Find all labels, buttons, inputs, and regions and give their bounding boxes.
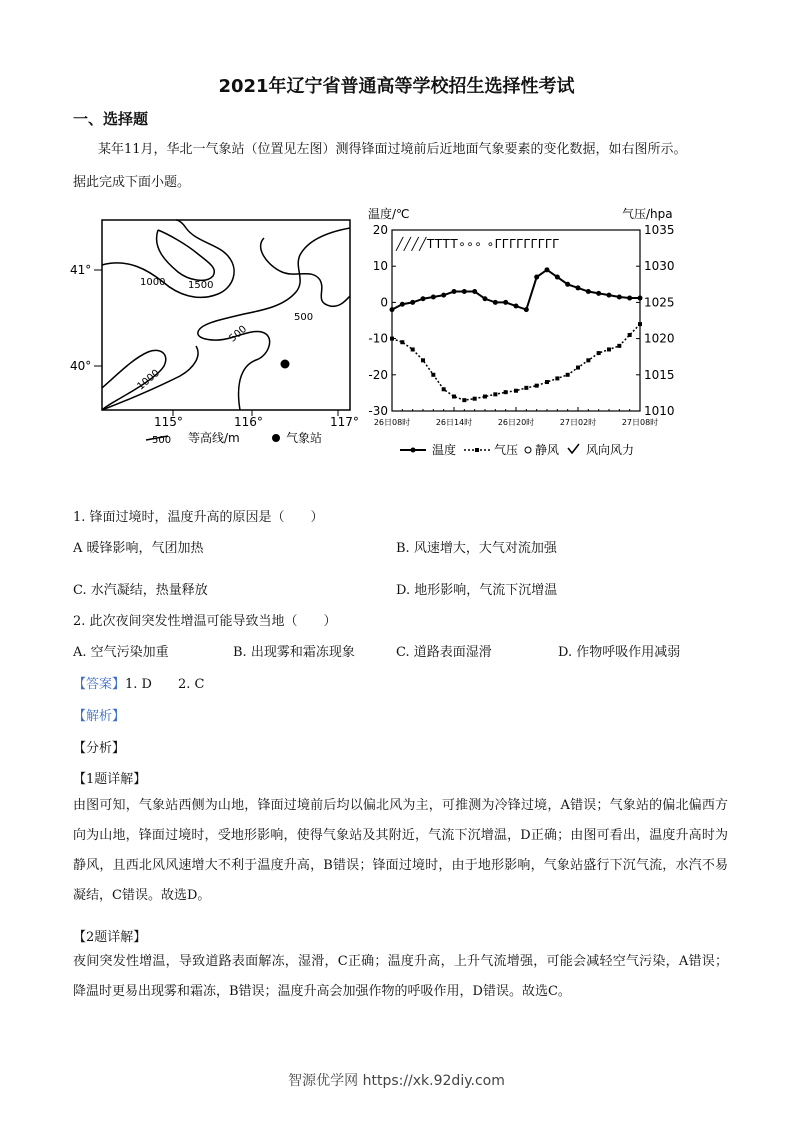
x-tick-label: 26日08时: [373, 418, 411, 427]
lon-label-117: 117°: [330, 415, 359, 429]
chart-legend: [400, 442, 634, 457]
right-tick-label: 1020: [644, 331, 675, 346]
pressure-point: [400, 340, 404, 344]
pressure-point: [576, 366, 580, 370]
pressure-point: [473, 397, 477, 401]
left-axis-label: 温度/℃: [368, 207, 410, 221]
contour-1000-north: [102, 220, 234, 297]
weather-chart: [360, 200, 700, 462]
temperature-point: [524, 307, 529, 312]
pressure-point: [411, 347, 415, 351]
contour-1500: [157, 230, 215, 280]
temperature-point: [514, 304, 519, 309]
lon-label-115: 115°: [154, 415, 183, 429]
pressure-point: [524, 386, 528, 390]
detail-1-tag: 【1题详解】: [73, 772, 147, 787]
contour-500-east: [198, 228, 350, 410]
temperature-point: [576, 285, 581, 290]
contour-label: 500: [227, 323, 249, 345]
temperature-point: [565, 282, 570, 287]
fenxi-tag: 【分析】: [73, 741, 126, 756]
pressure-point: [555, 376, 559, 380]
left-tick-label: -20: [368, 367, 388, 382]
x-tick-label: 27日02时: [559, 418, 597, 427]
pressure-point: [535, 384, 539, 388]
pressure-point: [638, 322, 642, 326]
contour-label: 1000: [140, 277, 166, 288]
temperature-point: [545, 267, 550, 272]
pressure-point: [628, 333, 632, 337]
answer-text: 1. D 2. C: [125, 677, 205, 692]
contour-label: 1500: [188, 280, 214, 291]
legend-contour-value: 500: [152, 435, 172, 446]
q2-option-b: B. 出现雾和霜冻现象: [233, 645, 355, 660]
q2-option-d: D. 作物呼吸作用减弱: [558, 645, 681, 660]
legend-pressure: 气压: [494, 443, 519, 457]
pressure-point: [452, 395, 456, 399]
legend-temp: 温度: [432, 443, 457, 457]
left-tick-label: -30: [368, 404, 388, 418]
right-tick-label: 1030: [644, 259, 675, 274]
right-tick-label: 1015: [644, 367, 675, 382]
temperature-point: [586, 289, 591, 294]
pressure-point: [462, 398, 466, 402]
page-title: 2021年辽宁省普通高等学校招生选择性考试: [218, 76, 575, 97]
left-tick-label: 0: [380, 295, 388, 310]
q1-option-c: C. 水汽凝结，热量释放: [73, 583, 208, 598]
lon-label-116: 116°: [234, 415, 263, 429]
pressure-point: [390, 337, 394, 341]
pressure-point: [566, 373, 570, 377]
lat-label-40: 40°: [70, 359, 92, 373]
q1-option-b: B. 风速增大，大气对流加强: [396, 541, 557, 556]
question-2-stem: 2. 此次夜间突发性增温可能导致当地（ ）: [73, 614, 337, 629]
right-tick-label: 1010: [644, 404, 675, 418]
right-axis-label: 气压/hpa: [622, 207, 673, 221]
q1-option-d: D. 地形影响，气流下沉增温: [396, 583, 558, 598]
temperature-point: [555, 275, 560, 280]
pressure-point: [442, 387, 446, 391]
q2-option-a: A. 空气污染加重: [73, 645, 169, 660]
answer-line: [73, 673, 204, 692]
temperature-point: [410, 300, 415, 305]
temperature-point: [617, 294, 622, 299]
x-tick-label: 26日14时: [435, 418, 473, 427]
right-tick-label: 1035: [644, 223, 675, 237]
temperature-point: [534, 275, 539, 280]
contour-label: 1000: [135, 367, 162, 393]
x-tick-label: 27日08时: [621, 418, 659, 427]
legend-station-dot: [272, 434, 280, 442]
temperature-point: [483, 296, 488, 301]
left-tick-label: 10: [372, 259, 388, 274]
temperature-point: [596, 291, 601, 296]
temperature-point: [400, 302, 405, 307]
detail-2-tag: 【2题详解】: [73, 930, 147, 945]
q2-option-c: C. 道路表面湿滑: [396, 645, 492, 660]
x-tick-label: 26日20时: [497, 418, 535, 427]
pressure-point: [607, 347, 611, 351]
detail-2-text: 夜间突发性增温，导致道路表面解冻，湿滑，C正确；温度升高，上升气流增强，可能会减轻空气污染，A错误；降温时更易出现雾和霜冻，B错误；温度升高会加强作物的呼吸作用，D错误。故选C。: [73, 954, 728, 999]
question-1-stem: 1. 锋面过境时，温度升高的原因是（ ）: [73, 510, 324, 525]
legend-station-text: 气象站: [286, 431, 323, 445]
temperature-point: [452, 289, 457, 294]
temperature-point: [441, 293, 446, 298]
q1-option-a: A 暖锋影响，气团加热: [73, 541, 204, 556]
pressure-point: [431, 373, 435, 377]
left-tick-label: -10: [368, 331, 388, 346]
left-tick-label: 20: [372, 223, 388, 237]
section-heading: 一、选择题: [73, 110, 149, 128]
temperature-point: [493, 300, 498, 305]
pressure-point: [514, 389, 518, 393]
pressure-point: [617, 344, 621, 348]
right-tick-label: 1025: [644, 295, 675, 310]
pressure-point: [504, 390, 508, 394]
pressure-point: [421, 358, 425, 362]
legend-wind: 风向风力: [586, 443, 635, 457]
pressure-point: [597, 351, 601, 355]
station-dot: [281, 360, 290, 369]
pressure-point: [586, 358, 590, 362]
plot-frame: [392, 230, 640, 411]
legend-calm: 静风: [535, 443, 560, 457]
temperature-point: [390, 307, 395, 312]
detail-1-text: 由图可知，气象站西侧为山地，锋面过境前后均以偏北风为主，可推测为冷锋过境，A错误；气象站的偏北偏西方向为山地，锋面过境时，受地形影响，使得气象站及其附近，气流下沉增温，D正确；由图可看出，温度升高时为静风，且西北风风速增大不利于温度升高，B错误；锋面过境时，由于地形影响，气象站盛行下沉气流，水汽不易凝结，C错误。故选D。: [73, 798, 728, 903]
lat-label-41: 41°: [70, 263, 92, 277]
temperature-point: [421, 296, 426, 301]
pressure-point: [493, 392, 497, 396]
temperature-point: [503, 300, 508, 305]
temperature-point: [462, 289, 467, 294]
intro-line-1: 某年11月，华北一气象站（位置见左图）测得锋面过境前后近地面气象要素的变化数据，如右图所示。: [98, 142, 687, 157]
terrain-map: [68, 210, 368, 450]
analysis-tag: 【解析】: [73, 709, 126, 724]
contour-label: 500: [294, 312, 314, 323]
wind-symbols: ╱╱╱╱ΤΤΤΤ∘∘∘ ∘ΓΓΓΓΓΓΓΓΓ: [396, 237, 560, 251]
legend-contour-text: 等高线/m: [188, 431, 240, 445]
pressure-point: [545, 380, 549, 384]
temperature-point: [431, 294, 436, 299]
answer-tag: 【答案】: [73, 677, 126, 692]
temperature-point: [638, 296, 643, 301]
temperature-point: [607, 293, 612, 298]
pressure-point: [483, 395, 487, 399]
temperature-point: [472, 289, 477, 294]
intro-line-2: 据此完成下面小题。: [73, 175, 191, 190]
footer-watermark: 智源优学网 https://xk.92diy.com: [288, 1073, 505, 1089]
temperature-point: [627, 296, 632, 301]
